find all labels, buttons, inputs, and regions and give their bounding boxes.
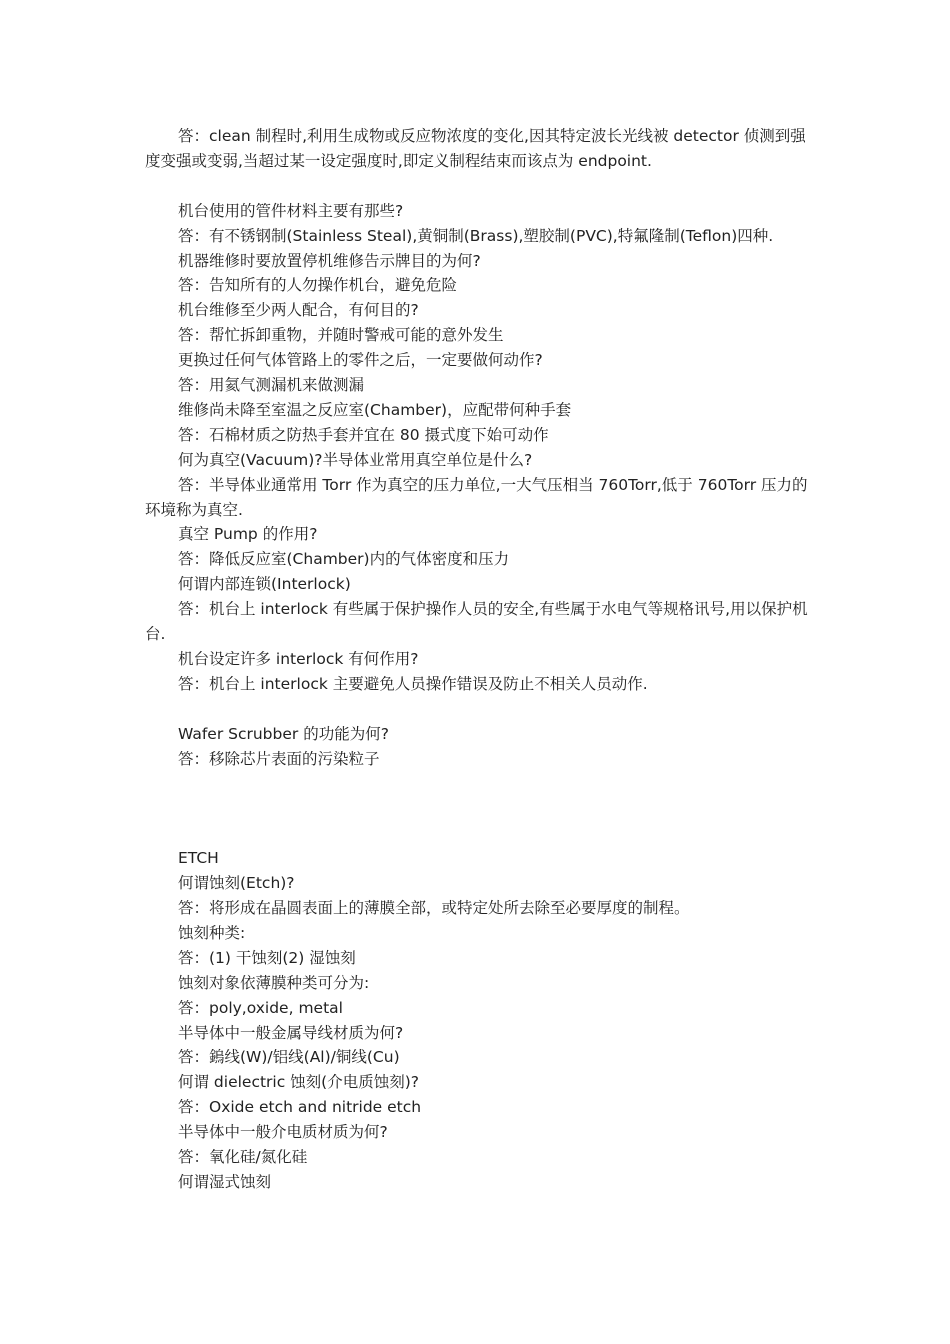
blank-lines [145,772,810,847]
paragraph: 蚀刻种类: [178,923,246,942]
paragraph: 半导体中一般介电质材质为何? [178,1123,388,1142]
paragraph: 机台使用的管件材料主要有那些? [178,201,404,220]
paragraph: 何谓湿式蚀刻 [178,1173,272,1191]
paragraph: Wafer Scrubber 的功能为何? [178,724,389,743]
paragraph: 答：帮忙拆卸重物，并随时警戒可能的意外发生 [178,326,504,345]
paragraph: 答：Oxide etch and nitride etch [178,1098,422,1117]
paragraph: 答：告知所有的人勿操作机台，避免危险 [178,276,458,295]
paragraph: 半导体中一般金属导线材质为何? [178,1023,404,1042]
blank-line [145,174,810,199]
section-heading: ETCH [178,849,219,868]
paragraph: 答：氧化硅/氮化硅 [178,1148,308,1167]
paragraph: 何谓内部连锁(Interlock) [178,575,351,594]
paragraph: 答：用氦气测漏机来做测漏 [178,376,365,395]
paragraph: 答：(1) 干蚀刻(2) 湿蚀刻 [178,948,356,967]
paragraph: 答：clean 制程时,利用生成物或反应物浓度的变化,因其特定波长光线被 detector 侦测到强度变强或变弱,当超过某一设定强度时,即定义制程结束而该点为 endpoint. [145,127,806,170]
paragraph: 答：poly,oxide, metal [178,998,343,1017]
paragraph: 答：将形成在晶圆表面上的薄膜全部，或特定处所去除至必要厚度的制程。 [178,899,690,918]
paragraph: 答：半导体业通常用 Torr 作为真空的压力单位,一大气压相当 760Torr,低于 760Torr 压力的环境称为真空. [145,475,808,519]
paragraph: 答：移除芯片表面的污染粒子 [178,749,380,768]
paragraph: 答：降低反应室(Chamber)内的气体密度和压力 [178,550,510,569]
paragraph: 机器维修时要放置停机维修告示牌目的为何? [178,251,481,270]
paragraph: 答：机台上 interlock 主要避免人员操作错误及防止不相关人员动作. [178,674,648,693]
paragraph: 机台设定许多 interlock 有何作用? [178,650,419,669]
paragraph: 何谓 dielectric 蚀刻(介电质蚀刻)? [178,1073,419,1092]
paragraph: 维修尚未降至室温之反应室(Chamber)，应配带何种手套 [178,400,572,419]
paragraph: 答：石棉材质之防热手套并宜在 80 摄式度下始可动作 [178,425,549,444]
paragraph: 真空 Pump 的作用? [178,525,318,544]
paragraph: 蚀刻对象依薄膜种类可分为: [178,973,370,992]
document-body [145,124,810,1195]
paragraph: 答：机台上 interlock 有些属于保护操作人员的安全,有些属于水电气等规格讯号,用以保护机台. [145,600,808,644]
paragraph: 何谓蚀刻(Etch)? [178,874,295,893]
paragraph: 何为真空(Vacuum)?半导体业常用真空单位是什么? [178,450,533,469]
paragraph: 机台维修至少两人配合，有何目的? [178,301,419,320]
paragraph: 答：鎢线(W)/铝线(Al)/铜线(Cu) [178,1048,400,1067]
blank-line [145,697,810,722]
paragraph: 答：有不锈钢制(Stainless Steal),黄铜制(Brass),塑胶制(PVC),特氟隆制(Teflon)四种. [178,226,774,245]
paragraph: 更换过任何气体管路上的零件之后，一定要做何动作? [178,351,543,370]
